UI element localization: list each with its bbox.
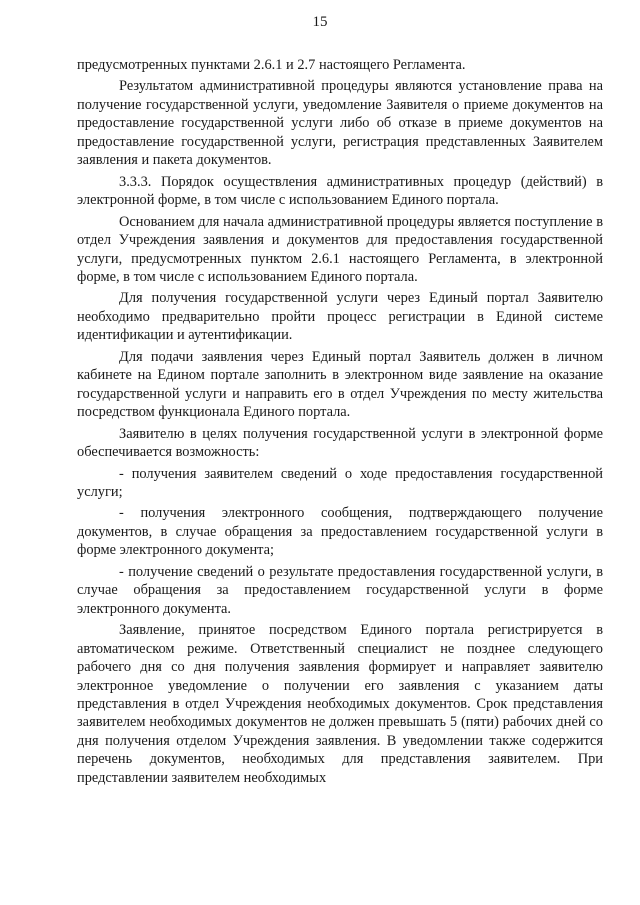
paragraph: Для подачи заявления через Единый портал Заявитель должен в личном кабинете на Едином портале заполнить в электронном виде заявление на оказание государственной услуги и направить его в отдел Учреждения по месту жительства посредством функционала Единого портала. [77,348,603,421]
section-heading: 3.3.3. Порядок осуществления административных процедур (действий) в электронной форме, в том числе с использованием Единого портала. [77,173,603,209]
list-item: - получения электронного сообщения, подтверждающего получение документов, в случае обращения за предоставлением государственной услуги в форме электронного документа; [77,505,603,559]
paragraph: Заявление, принятое посредством Единого портала регистрируется в автоматическом режиме. Ответственный специалист не позднее следующего рабочего дня со дня получения заявления формирует и направляет заявителю электронное уведомление о получении его заявления с указанием даты представления в отдел Учреждения необходимых документов. Срок представления заявителем необходимых документов не должен превышать 5 (пяти) рабочих дней со дня получения отделом Учреждения заявления. В уведомлении также содержится перечень документов, необходимых для представления заявителем. При представлении заявителем необходимых [77,622,603,786]
page-number: 15 [312,14,328,30]
list-item: - получение сведений о результате предоставления государственной услуги, в случае обращения за предоставлением государственной услуги в форме электронного документа. [77,563,603,617]
paragraph: Для получения государственной услуги через Единый портал Заявителю необходимо предварительно пройти процесс регистрации в Единой системе идентификации и аутентификации. [77,290,603,344]
paragraph: Заявителю в целях получения государственной услуги в электронной форме обеспечивается возможность: [77,425,603,461]
paragraph: Результатом административной процедуры являются установление права на получение государственной услуги, уведомление Заявителя о приеме документов на предоставление государственной услуги либо об отказе в приеме документов на предоставление государственной услуги, регистрация представленных Заявителем заявления и пакета документов. [77,78,603,169]
document-body [77,56,603,790]
paragraph: Основанием для начала административной процедуры является поступление в отдел Учреждения заявления и документов для предоставления государственной услуги, предусмотренных пунктом 2.6.1 настоящего Регламента, в электронной форме, в том числе с использованием Единого портала. [77,213,603,285]
list-item: - получения заявителем сведений о ходе предоставления государственной услуги; [77,465,603,500]
paragraph: предусмотренных пунктами 2.6.1 и 2.7 настоящего Регламента. [77,57,466,73]
